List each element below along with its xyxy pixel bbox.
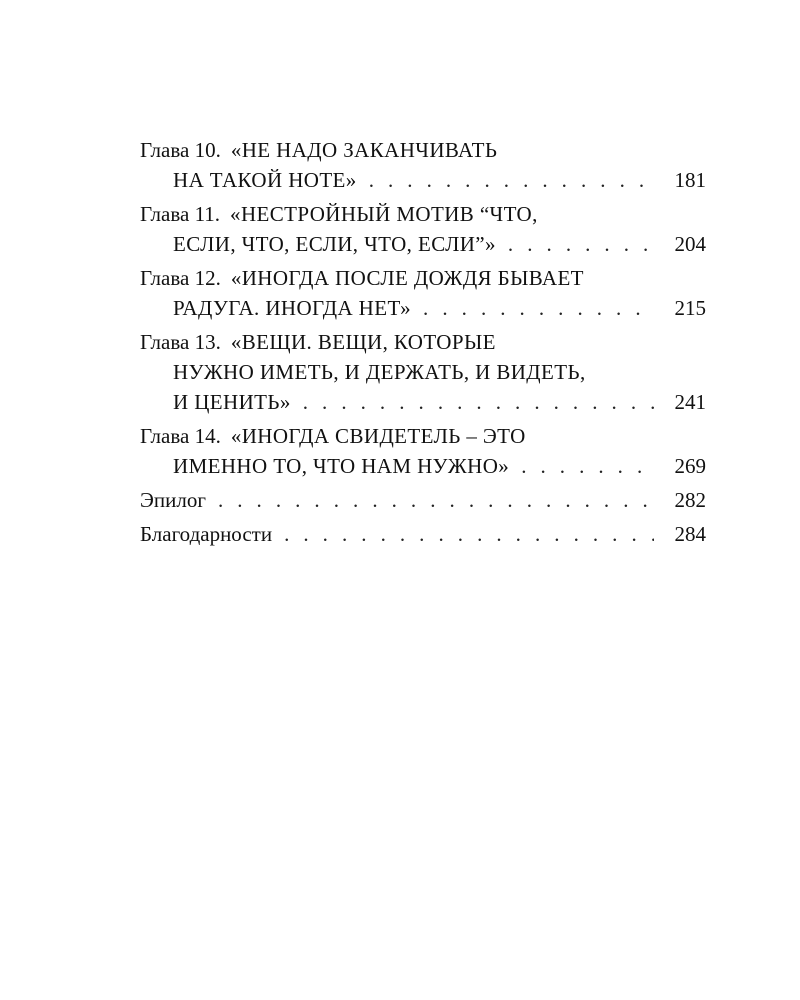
toc-entry-last-line xyxy=(140,229,706,259)
toc-entry-chapter-13 xyxy=(140,327,706,417)
dot-leader xyxy=(521,451,654,481)
toc-entry-chapter-10 xyxy=(140,135,706,195)
chapter-title-continued: НУЖНО ИМЕТЬ, И ДЕРЖАТЬ, И ВИДЕТЬ, xyxy=(173,360,586,384)
page-number: 215 xyxy=(674,296,706,320)
table-of-contents xyxy=(140,135,706,553)
chapter-title: «ИНОГДА ПОСЛЕ ДОЖДЯ БЫВАЕТ xyxy=(230,266,584,290)
toc-entry-last-line xyxy=(140,519,706,549)
chapter-label: Глава 10. xyxy=(140,138,221,162)
dot-leader xyxy=(508,229,654,259)
chapter-label: Глава 12. xyxy=(140,266,221,290)
page-number: 269 xyxy=(674,454,706,478)
dot-leader xyxy=(284,519,654,549)
toc-entry-last-line xyxy=(140,165,706,195)
toc-entry-last-line xyxy=(140,451,706,481)
toc-entry-first-line xyxy=(140,135,706,165)
chapter-title-continued: ЕСЛИ, ЧТО, ЕСЛИ, ЧТО, ЕСЛИ”» xyxy=(173,232,496,256)
dot-leader xyxy=(218,485,654,515)
page-number: 282 xyxy=(674,488,706,512)
section-title: Эпилог xyxy=(140,488,206,512)
chapter-title: «НЕ НАДО ЗАКАНЧИВАТЬ xyxy=(230,138,498,162)
toc-entry-first-line xyxy=(140,327,706,357)
page-number: 181 xyxy=(674,168,706,192)
chapter-label: Глава 11. xyxy=(140,202,221,226)
toc-entry-last-line xyxy=(140,387,706,417)
chapter-title: «НЕСТРОЙНЫЙ МОТИВ “ЧТО, xyxy=(230,202,538,226)
toc-entry-acknowledgements xyxy=(140,519,706,549)
page-number: 241 xyxy=(674,390,706,414)
chapter-title: «ИНОГДА СВИДЕТЕЛЬ – ЭТО xyxy=(230,424,526,448)
dot-leader xyxy=(423,293,654,323)
toc-entry-epilogue xyxy=(140,485,706,515)
chapter-title-continued: ИМЕННО ТО, ЧТО НАМ НУЖНО» xyxy=(173,454,510,478)
chapter-title-continued: РАДУГА. ИНОГДА НЕТ» xyxy=(173,296,412,320)
page-number: 284 xyxy=(674,522,706,546)
section-title: Благодарности xyxy=(140,522,273,546)
toc-entry-first-line xyxy=(140,421,706,451)
toc-entry-first-line xyxy=(140,199,706,229)
toc-entry-chapter-11 xyxy=(140,199,706,259)
toc-entry-last-line xyxy=(140,293,706,323)
chapter-title: «ВЕЩИ. ВЕЩИ, КОТОРЫЕ xyxy=(230,330,496,354)
toc-entry-chapter-12 xyxy=(140,263,706,323)
toc-entry-first-line xyxy=(140,263,706,293)
chapter-title-continued: И ЦЕНИТЬ» xyxy=(173,390,291,414)
chapter-title-continued: НА ТАКОЙ НОТЕ» xyxy=(173,168,357,192)
dot-leader xyxy=(369,165,654,195)
page-number: 204 xyxy=(674,232,706,256)
toc-entry-chapter-14 xyxy=(140,421,706,481)
chapter-label: Глава 14. xyxy=(140,424,221,448)
toc-entry-last-line xyxy=(140,485,706,515)
chapter-label: Глава 13. xyxy=(140,330,221,354)
dot-leader xyxy=(303,387,654,417)
toc-entry-middle-line xyxy=(140,357,706,387)
